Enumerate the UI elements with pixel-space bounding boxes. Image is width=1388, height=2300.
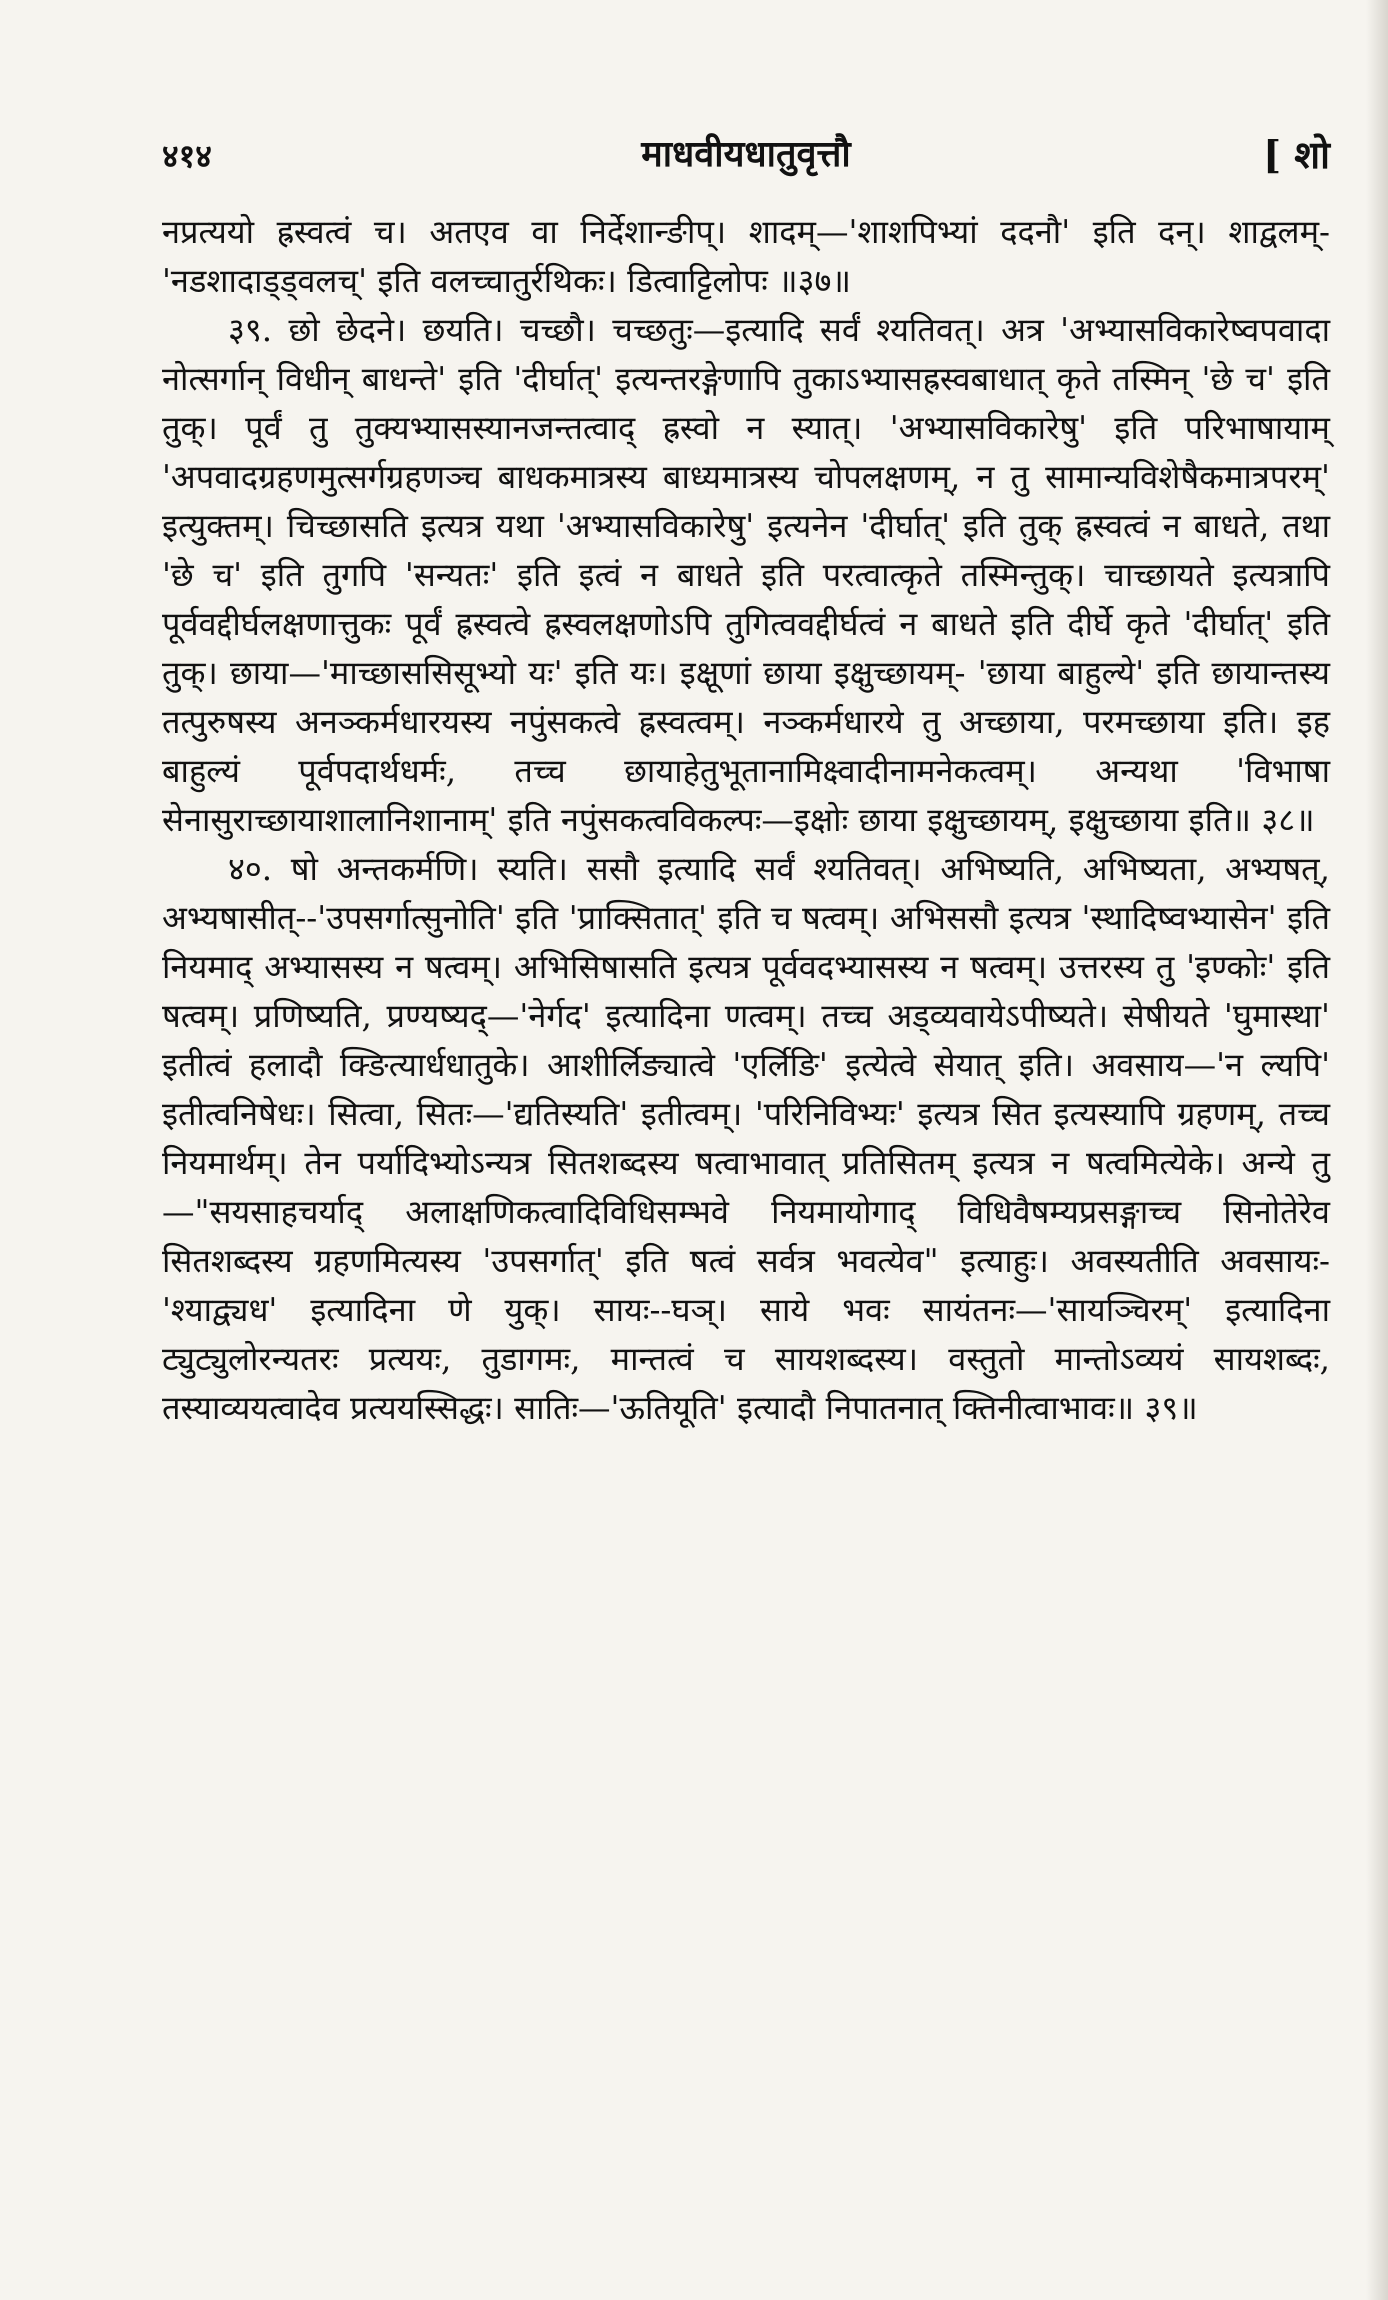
page-number: ४१४ xyxy=(162,137,212,175)
section-mark: [ शो xyxy=(1263,132,1330,177)
page-body xyxy=(162,208,1330,1433)
page-binding-shadow xyxy=(1366,0,1388,2300)
paragraph-root-39-cho: ३९. छो छेदने। छयति। चच्छौ। चच्छतुः—इत्यादि सर्वं श्यतिवत्। अत्र 'अभ्यासविकारेष्वपवादा नोत्सर्गान् विधीन् बाधन्ते' इति 'दीर्घात्' इत्यन्तरङ्गेणापि तुकाऽभ्यासह्रस्वबाधात् कृते तस्मिन् 'छे च' इति तुक्। पूर्वं तु तुक्यभ्यासस्यानजन्तत्वाद् ह्रस्वो न स्यात्। 'अभ्यासविकारेषु' इति परिभाषायाम् 'अपवादग्रहणमुत्सर्गग्रहणञ्च बाधकमात्रस्य बाध्यमात्रस्य चोपलक्षणम्, न तु सामान्यविशेषैकमात्रपरम्' इत्युक्तम्। चिच्छासति इत्यत्र यथा 'अभ्यासविकारेषु' इत्यनेन 'दीर्घात्' इति तुक् ह्रस्वत्वं न बाधते, तथा 'छे च' इति तुगपि 'सन्यतः' इति इत्वं न बाधते इति परत्वात्कृते तस्मिन्तुक्। चाच्छायते इत्यत्रापि पूर्ववद्दीर्घलक्षणात्तुकः पूर्वं ह्रस्वत्वे ह्रस्वलक्षणोऽपि तुगित्ववद्दीर्घत्वं न बाधते इति दीर्घे कृते 'दीर्घात्' इति तुक्। छाया—'माच्छाससिसूभ्यो यः' इति यः। इक्षूणां छाया इक्षुच्छायम्- 'छाया बाहुल्ये' इति छायान्तस्य तत्पुरुषस्य अनञ्कर्मधारयस्य नपुंसकत्वे ह्रस्वत्वम्। नञ्कर्मधारये तु अच्छाया, परमच्छाया इति। इह बाहुल्यं पूर्वपदार्थधर्मः, तच्च छायाहेतुभूतानामिक्ष्वादीनामनेकत्वम्। अन्यथा 'विभाषा सेनासुराच्छायाशालानिशानाम्' इति नपुंसकत्वविकल्पः—इक्षोः छाया इक्षुच्छायम्, इक्षुच्छाया इति॥ ३८॥ xyxy=(162,311,1330,839)
running-title: माधवीयधातुवृत्तौ xyxy=(641,133,851,175)
page-header xyxy=(162,128,1330,188)
paragraph-root-40-sho: ४०. षो अन्तकर्मणि। स्यति। ससौ इत्यादि सर्वं श्यतिवत्। अभिष्यति, अभिष्यता, अभ्यषत्, अभ्यषासीत्--'उपसर्गात्सुनोति' इति 'प्राक्सितात्' इति च षत्वम्। अभिससौ इत्यत्र 'स्थादिष्वभ्यासेन' इति नियमाद् अभ्यासस्य न षत्वम्। अभिसिषासति इत्यत्र पूर्ववदभ्यासस्य न षत्वम्। उत्तरस्य तु 'इण्कोः' इति षत्वम्। प्रणिष्यति, प्रण्यष्यद्—'नेर्गद' इत्यादिना णत्वम्। तच्च अड्व्यवायेऽपीष्यते। सेषीयते 'घुमास्था' इतीत्वं हलादौ क्ङित्यार्धधातुके। आशीर्लिङ्यात्वे 'एर्लिङि' इत्येत्वे सेयात् इति। अवसाय—'न ल्यपि' इतीत्वनिषेधः। सित्वा, सितः—'द्यतिस्यति' इतीत्वम्। 'परिनिविभ्यः' इत्यत्र सित इत्यस्यापि ग्रहणम्, तच्च नियमार्थम्। तेन पर्यादिभ्योऽन्यत्र सितशब्दस्य षत्वाभावात् प्रतिसितम् इत्यत्र न षत्वमित्येके। अन्ये तु—"सयसाहचर्याद् अलाक्षणिकत्वादिविधिसम्भवे नियमायोगाद् विधिवैषम्यप्रसङ्गाच्च सिनोतेरेव सितशब्दस्य ग्रहणमित्यस्य 'उपसर्गात्' इति षत्वं सर्वत्र भवत्येव" इत्याहुः। अवस्यतीति अवसायः-'श्याद्व्यध' इत्यादिना णे युक्। सायः--घञ्। साये भवः सायंतनः—'सायञ्चिरम्' इत्यादिना ट्युट्युलोरन्यतरः प्रत्ययः, तुडागमः, मान्तत्वं च सायशब्दस्य। वस्तुतो मान्तोऽव्ययं सायशब्दः, तस्याव्ययत्वादेव प्रत्ययस्सिद्धः। सातिः—'ऊतियूति' इत्यादौ निपातनात् क्तिनीत्वाभावः॥ ३९॥ xyxy=(162,850,1330,1427)
paragraph-continuation-37: नप्रत्ययो ह्रस्वत्वं च। अतएव वा निर्देशान्ङीप्। शादम्—'शाशपिभ्यां ददनौ' इति दन्। शाद्वलम्-'नडशादाड्ड्वलच्' इति वलच्चातुर्रथिकः। डित्वाट्टिलोपः ॥३७॥ xyxy=(162,213,1330,300)
